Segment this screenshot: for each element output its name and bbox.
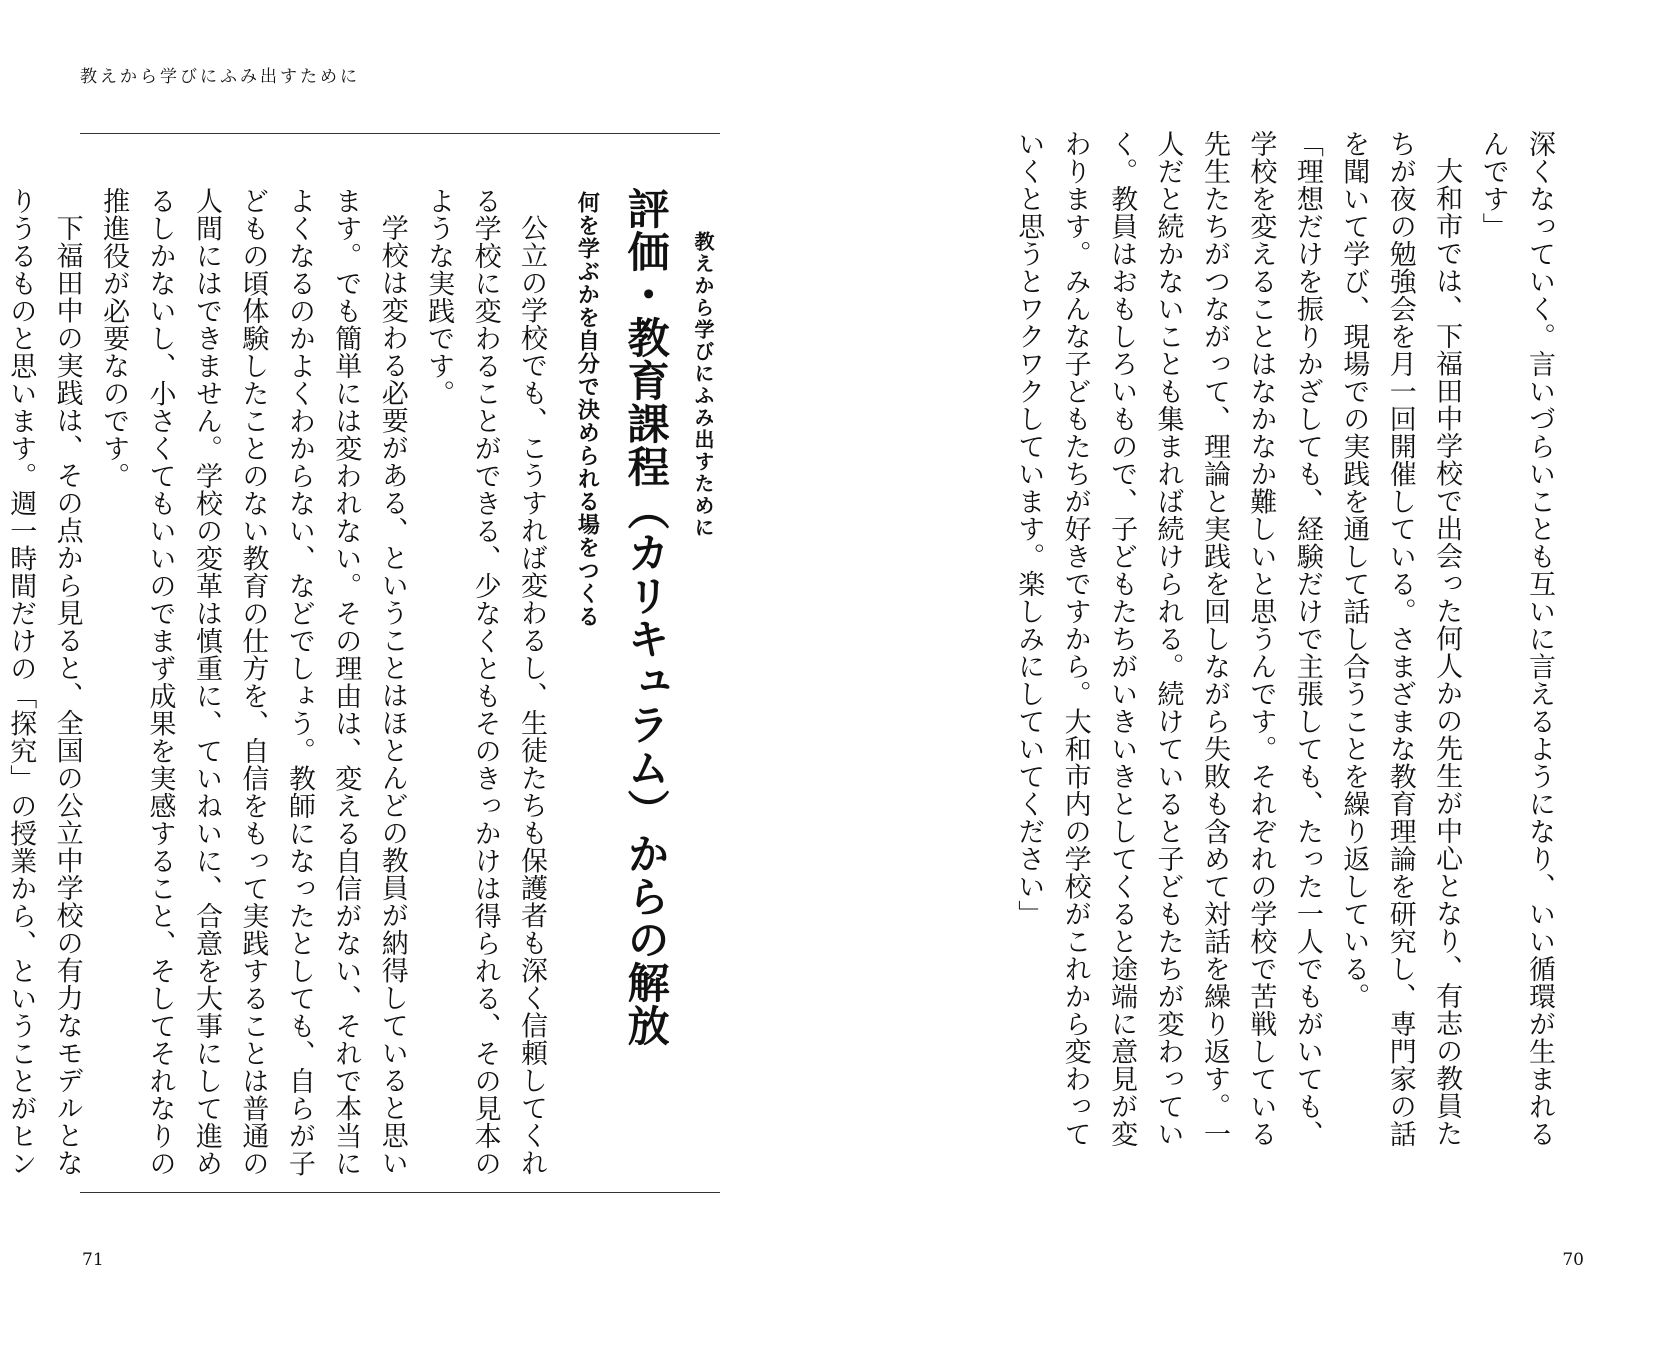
page-number: 70 [1562,1250,1584,1270]
paragraph: 「理想だけを振りかざしても、経験だけで主張しても、たった一人でもがいても、学校を変えることはなかなか難しいと思うんです。それぞれの学校で苦戦している先生たちがつながって、理論と実践を回しながら失敗も含めて対話を繰り返す。一人だと続かないことも集まれば続けられる。続けていると子どもたちが変わっていく。教員はおもしろいもので、子どもたちがいきいきとしてくると途端に意見が変わります。みんな子どもたちが好きですから。大和市内の学校がこれから変わっていくと思うとワクワクしています。楽しみにしていてください」 [1013,130,1323,1148]
right-body-text [962,130,1562,1170]
paragraph: 深くなっていく。言いづらいことも互いに言えるようになり、いい循環が生まれるんです」 [1477,130,1555,1148]
bottom-rule [80,1192,720,1193]
paragraph: 学校は変わる必要がある、ということはほとんどの教員が納得していると思います。でも簡単には変われない。その理由は、変える自信がない、それで本当によくなるのかよくわからない、などでしょう。教師になったとしても、自らが子どもの頃体験したことのない教育の仕方を、自信をもって実践することは普通の人間にはできません。学校の変革は慎重に、ていねいに、合意を大事にして進めるしかないし、小さくてもいいのでまず成果を実感すること、そしてそれなりの推進役が必要なのです。 [98,187,408,1177]
section-heading [568,187,720,1167]
page-number: 71 [82,1250,104,1270]
section-kicker: 教えから学びにふみ出すために [691,231,715,539]
right-page [832,0,1664,1350]
paragraph: 公立の学校でも、こうすれば変わるし、生徒たちも保護者も深く信頼してくれる学校に変わることができる、少なくともそのきっかけは得られる、その見本のような実践です。 [423,187,547,1177]
section-title: 評価・教育課程（カリキュラム）からの解放 [621,187,671,1047]
paragraph: 下福田中の実践は、その点から見ると、全国の公立中学校の有力なモデルとなりうるものと思います。週一時間だけの「探究」の授業から、ということがヒン [5,187,83,1177]
running-head: 教えから学びにふみ出すために [80,67,360,87]
top-rule [80,133,720,134]
left-body-text [5,187,554,1187]
section-subtitle: 何を学ぶかを自分で決められる場をつくる [574,191,600,628]
paragraph: 大和市では、下福田中学校で出会った何人かの先生が中心となり、有志の教員たちが夜の勉強会を月一回開催している。さまざまな教育理論を研究し、専門家の話を聞いて学び、現場での実践を通して話し合うことを繰り返している。 [1338,130,1463,1148]
